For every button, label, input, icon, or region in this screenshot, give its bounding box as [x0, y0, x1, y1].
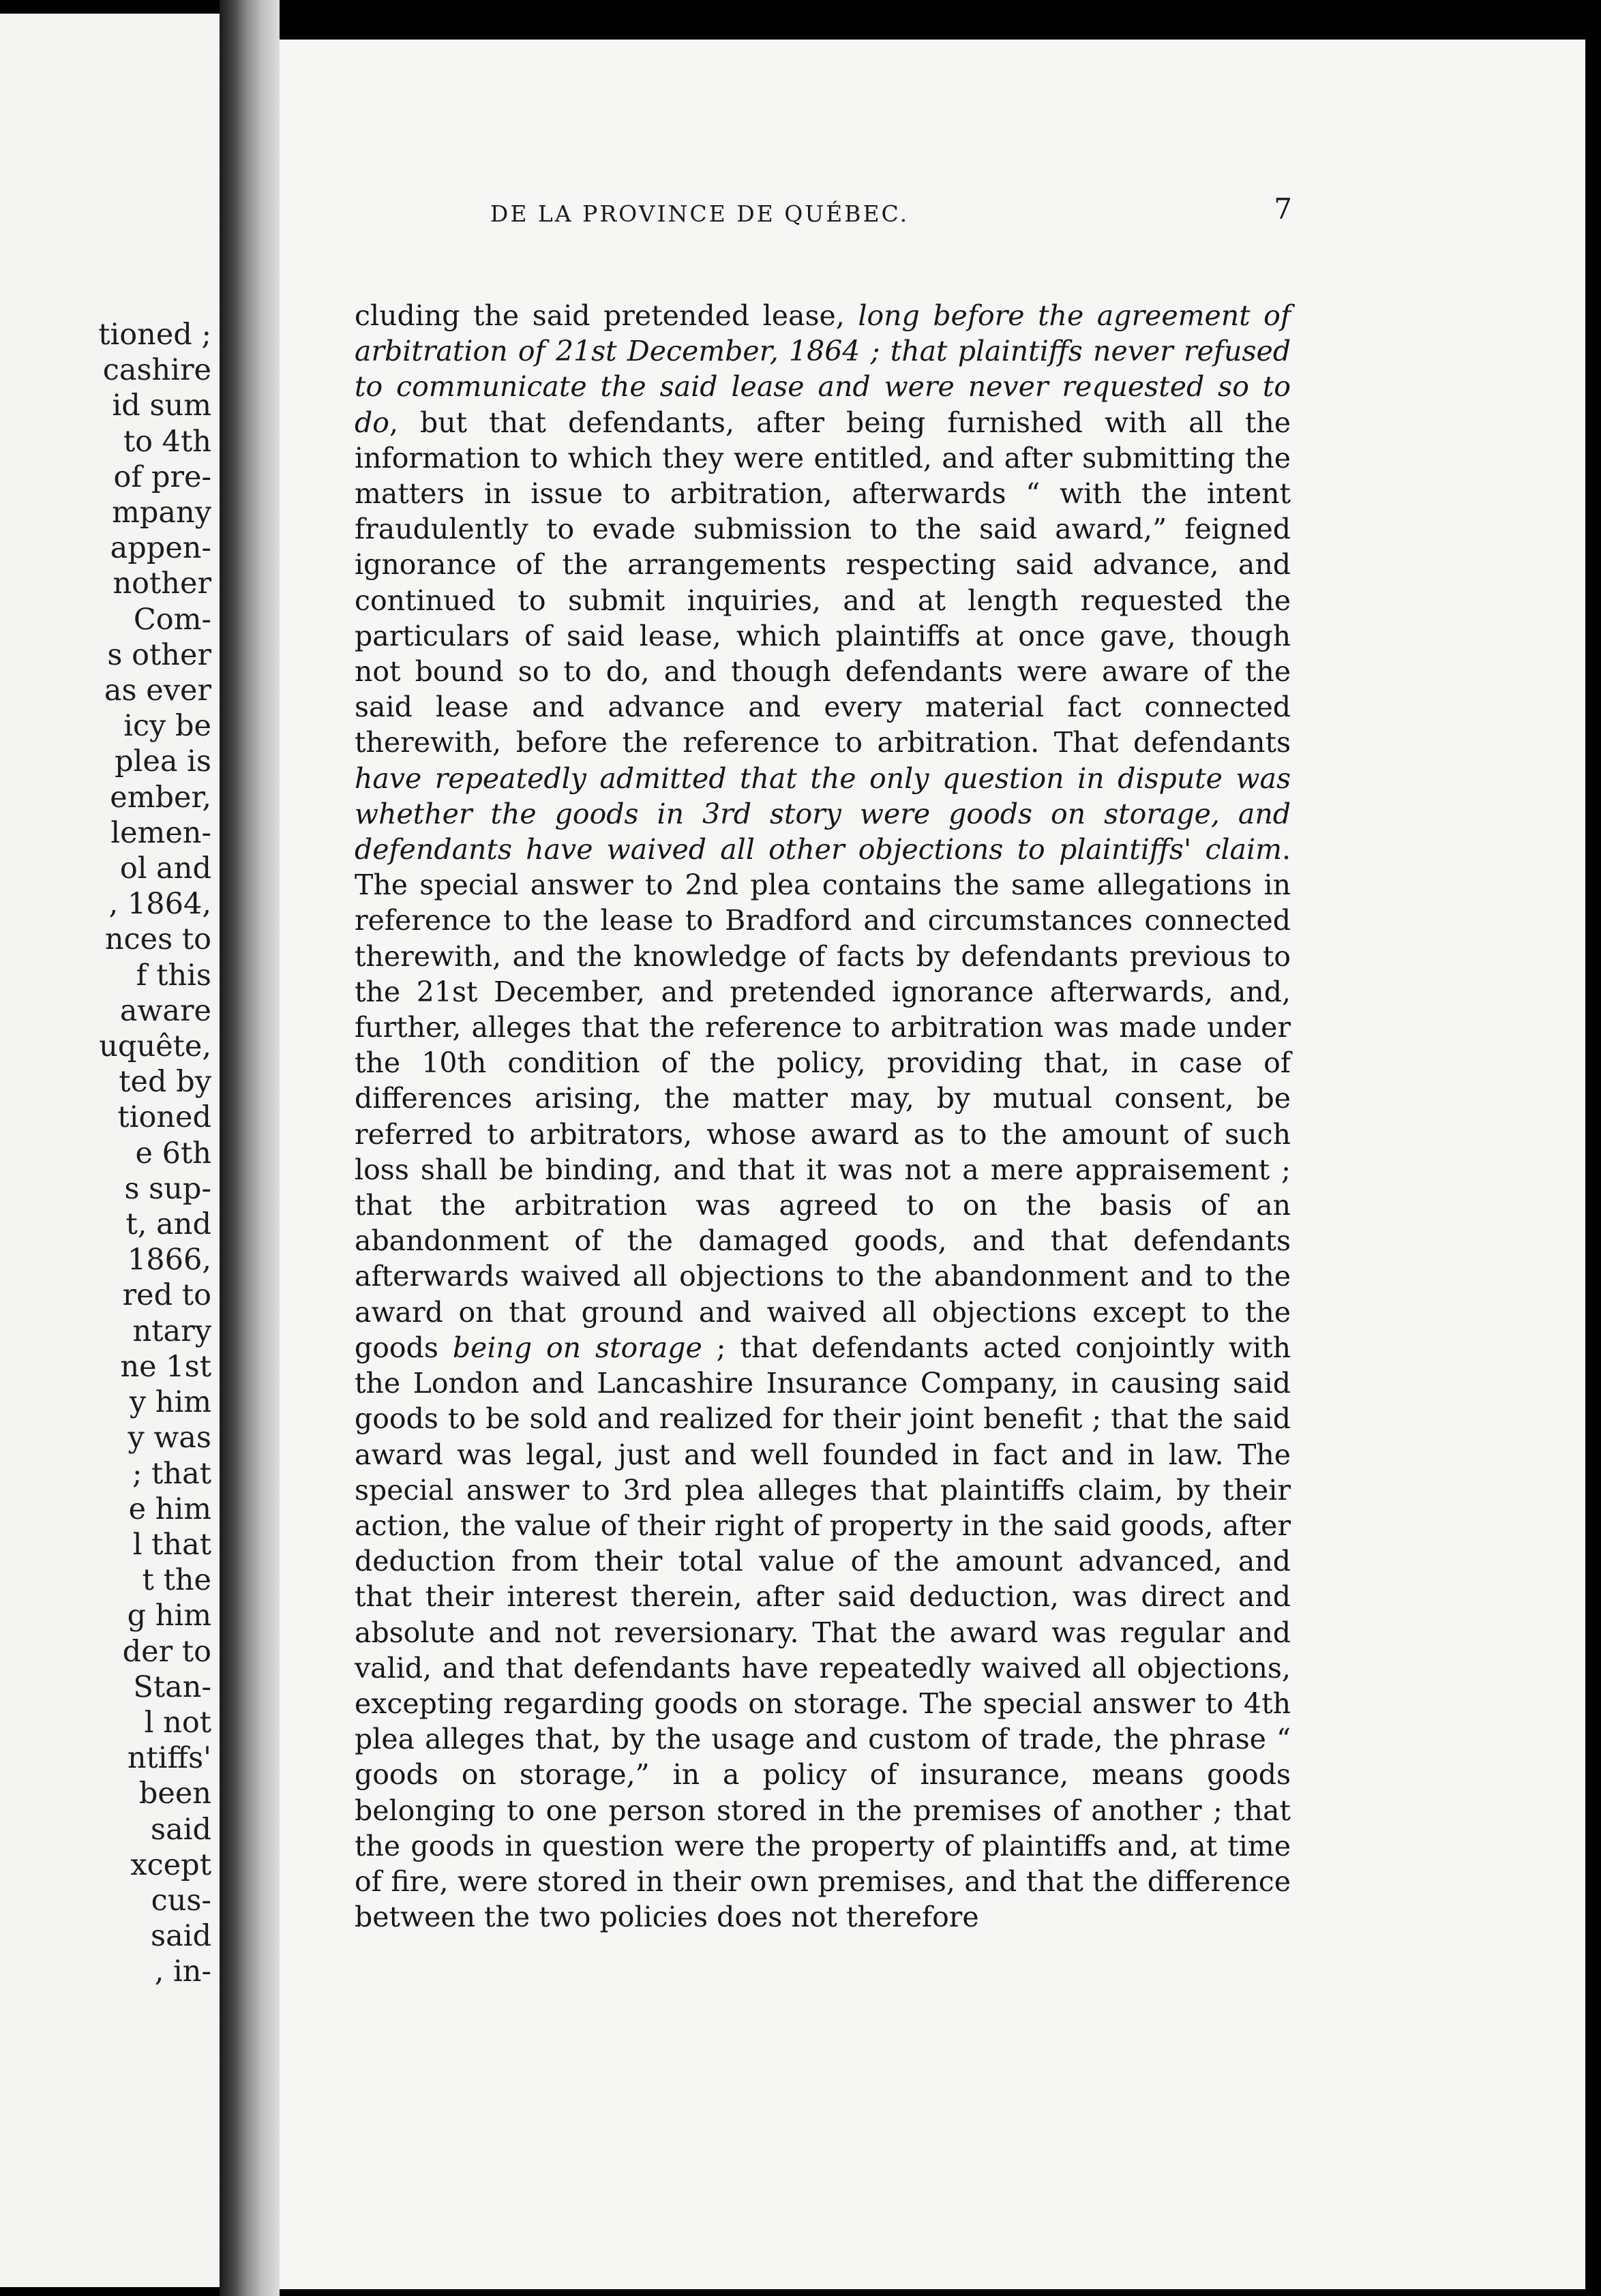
- left-page-line: l that: [132, 1527, 211, 1562]
- left-page-line: been: [138, 1777, 211, 1811]
- left-page-line: t, and: [125, 1207, 211, 1242]
- left-page-line: y was: [128, 1421, 211, 1455]
- left-page-line: plea is: [115, 744, 211, 779]
- body-italic-run: being on storage: [452, 1331, 702, 1364]
- left-page-line: said: [151, 1812, 211, 1847]
- left-page-line: ember,: [110, 780, 211, 815]
- running-title: DE LA PROVINCE DE QUÉBEC.: [490, 200, 910, 227]
- left-page-line: appen-: [110, 531, 211, 566]
- left-page-line: g him: [127, 1599, 211, 1633]
- left-page-line: f this: [136, 958, 211, 993]
- body-italic-run: have repeatedly admitted that the only question in dispute was whether the goods in 3rd story were goods on storage, and defendants have waived all other objections to plaintiffs' claim: [355, 761, 1291, 866]
- body-text-run: , but that defendants, after being furnished with all the information to which they were entitled, and after submitting the matters in issue to arbitration, afterwards “ with the intent fraudulently to evade submission to the said award,” feigned ignorance of the arrangements respecting said advance, and continued to submit inquiries, and at length requested the particulars of said lease, which plaintiffs at once gave, though not bound so to do, and though defendants were aware of the said lease and advance and every material fact connected therewith, before the reference to arbitration. That defendants: [355, 406, 1291, 759]
- left-page-line: to 4th: [123, 424, 211, 459]
- left-page-line: uquête,: [99, 1029, 211, 1064]
- left-page-line: id sum: [112, 389, 211, 423]
- left-page-line: 1866,: [127, 1243, 211, 1278]
- body-text-run: ; that defendants acted conjointly with the London and Lancashire Insurance Company, in causing said goods to be sold and realized for their joint benefit ; that the said award was legal, just and well founded in fact and in law. The special answer to 3rd plea alleges that plaintiffs claim, by their action, the value of their right of property in the said goods, after deduction from their total value of the amount advanced, and that their interest therein, after said deduction, was direct and absolute and not reversionary. That the award was regular and valid, and that defendants have repeatedly waived all objections, excepting regarding goods on storage. The special answer to 4th plea alleges that, by the usage and custom of trade, the phrase “ goods on storage,” in a policy of insurance, means goods belonging to one person stored in the premises of another ; that the goods in question were the property of plaintiffs and, at time of fire, were stored in their own premises, and that the difference between the two policies does not therefore: [355, 1331, 1291, 1934]
- left-page-line: , in-: [154, 1954, 211, 1989]
- left-page-line: icy be: [123, 709, 211, 744]
- left-page-line: ; that: [132, 1456, 211, 1491]
- left-page-line: red to: [122, 1278, 211, 1313]
- left-page-line: said: [151, 1919, 211, 1954]
- left-page-line: cus-: [151, 1883, 211, 1918]
- page-number: 7: [1274, 192, 1292, 226]
- left-page-line: s sup-: [124, 1171, 211, 1206]
- left-page-line: der to: [122, 1634, 211, 1669]
- left-page-line: nces to: [104, 922, 211, 957]
- left-page-line: cashire: [102, 353, 211, 388]
- left-page-line: , 1864,: [108, 887, 211, 922]
- left-page-line: tioned: [117, 1100, 211, 1135]
- left-page-line: tioned ;: [98, 318, 211, 352]
- left-page-line: y him: [129, 1385, 211, 1420]
- running-head: [327, 192, 1309, 233]
- left-page-line: xcept: [130, 1847, 211, 1882]
- left-page-line: t the: [142, 1563, 211, 1598]
- left-page-line: Com-: [133, 602, 211, 637]
- left-page-line: s other: [107, 637, 211, 672]
- left-page-text-column: [98, 317, 211, 1990]
- left-page-line: l not: [144, 1705, 211, 1740]
- book-gutter-shadow: [220, 0, 280, 2296]
- body-text-run: cluding the said pretended lease,: [355, 299, 858, 332]
- body-text: [355, 298, 1291, 1935]
- left-page-fragment: [0, 14, 220, 2287]
- left-page-line: lemen-: [110, 815, 211, 850]
- left-page-line: mpany: [112, 496, 211, 530]
- left-page-line: Stan-: [133, 1670, 211, 1704]
- left-page-line: ted by: [119, 1065, 211, 1100]
- body-text-run: . The special answer to 2nd plea contains the same allegations in reference to the lease to Bradford and circumstances connected therewith, and the knowledge of facts by defendants previous to the 21st December, and pretended ignorance afterwards, and, further, alleges that the reference to arbitration was made under the 10th condition of the policy, providing that, in case of differences arising, the matter may, by mutual consent, be referred to arbitrators, whose award as to the amount of such loss shall be binding, and that it was not a mere appraisement ; that the arbitration was agreed to on the basis of an abandonment of the damaged goods, and that defendants afterwards waived all objections to the abandonment and to the award on that ground and waived all objections except to the goods: [355, 833, 1291, 1364]
- left-page-line: ol and: [119, 851, 211, 886]
- body-paragraph: [355, 298, 1291, 1935]
- left-page-line: aware: [119, 993, 211, 1028]
- body-italic-run: long before the agreement of arbitration of 21st December, 1864 ; that plaintiffs never refused to communicate the said lease and were never requested so to do: [355, 299, 1291, 439]
- left-page-line: ntiffs': [127, 1741, 211, 1776]
- left-page-line: of pre-: [113, 459, 211, 494]
- left-page-line: ntary: [132, 1314, 211, 1348]
- left-page-line: nother: [113, 567, 211, 601]
- left-page-line: ne 1st: [120, 1349, 211, 1384]
- left-page-line: as ever: [104, 674, 211, 708]
- left-page-line: e him: [128, 1492, 211, 1526]
- left-page-line: e 6th: [135, 1136, 211, 1170]
